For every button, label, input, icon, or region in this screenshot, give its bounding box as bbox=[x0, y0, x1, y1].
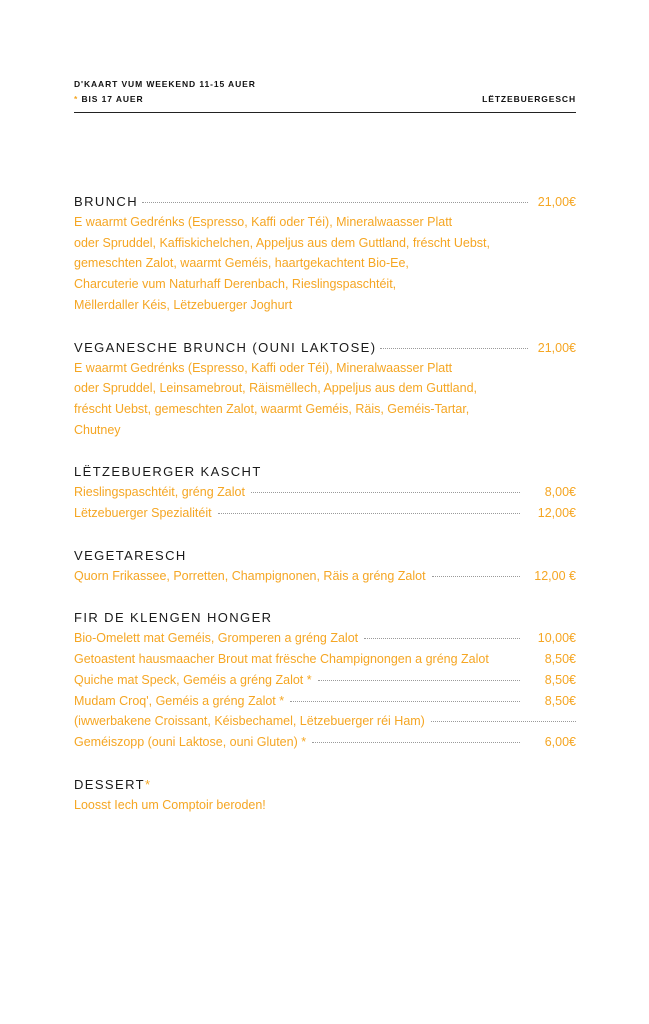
desc-line: Chutney bbox=[74, 422, 121, 437]
section-title: BRUNCH bbox=[74, 194, 139, 209]
menu-title: D'KAART VUM WEEKEND 11-15 AUER bbox=[74, 79, 256, 89]
menu-item bbox=[74, 732, 576, 753]
item-name: Mudam Croq', Geméis a gréng Zalot * bbox=[74, 693, 285, 708]
section-title: FIR DE KLENGEN HONGER bbox=[74, 610, 273, 626]
menu-item bbox=[74, 566, 576, 587]
dot-leader bbox=[318, 680, 520, 681]
menu-item bbox=[74, 649, 576, 670]
section-heading bbox=[74, 338, 576, 358]
section-description bbox=[74, 795, 576, 816]
desc-line: Loosst Iech um Comptoir beroden! bbox=[74, 797, 266, 812]
menu-body bbox=[74, 192, 576, 837]
item-price: 6,00€ bbox=[544, 734, 576, 749]
desc-line: fréscht Uebst, gemeschten Zalot, waarmt Geméis, Räis, Geméis-Tartar, bbox=[74, 401, 470, 416]
desc-line: oder Spruddel, Kaffiskichelchen, Appeljus aus dem Guttland, fréscht Uebst, bbox=[74, 235, 490, 250]
section-heading bbox=[74, 546, 576, 566]
item-name: Bio-Omelett mat Geméis, Gromperen a gréng Zalot bbox=[74, 631, 359, 646]
menu-item-note bbox=[74, 711, 576, 732]
section-vegetarian bbox=[74, 546, 576, 587]
dot-leader bbox=[431, 721, 576, 722]
item-name: Rieslingspaschtéit, gréng Zalot bbox=[74, 485, 245, 500]
desc-line: E waarmt Gedrénks (Espresso, Kaffi oder Téi), Mineralwaasser Platt bbox=[74, 360, 453, 375]
section-heading bbox=[74, 608, 576, 628]
section-heading bbox=[74, 192, 576, 212]
menu-item bbox=[74, 628, 576, 649]
section-small-hunger bbox=[74, 608, 576, 752]
item-price: 8,50€ bbox=[544, 693, 576, 708]
desc-line: E waarmt Gedrénks (Espresso, Kaffi oder Téi), Mineralwaasser Platt bbox=[74, 215, 453, 229]
item-price: 12,00 € bbox=[534, 568, 576, 583]
item-name: Quiche mat Speck, Geméis a gréng Zalot * bbox=[74, 672, 312, 687]
desc-line: gemeschten Zalot, waarmt Geméis, haartgekachtent Bio-Ee, bbox=[74, 256, 409, 271]
subtitle-star: * bbox=[74, 94, 79, 104]
item-price: 8,00€ bbox=[544, 485, 576, 500]
section-price: 21,00€ bbox=[537, 195, 576, 209]
dessert-star: * bbox=[144, 776, 152, 792]
section-heading bbox=[74, 462, 576, 482]
section-heading bbox=[74, 775, 576, 795]
dot-leader bbox=[432, 576, 520, 577]
item-name: (iwwerbakene Croissant, Kéisbechamel, Lëtzebuerger réi Ham) bbox=[74, 714, 425, 729]
section-title: VEGETARESCH bbox=[74, 547, 187, 563]
menu-item bbox=[74, 482, 576, 503]
item-price: 12,00€ bbox=[537, 506, 576, 521]
menu-item bbox=[74, 670, 576, 691]
desc-line: Charcuterie vum Naturhaff Derenbach, Rieslingspaschtéit, bbox=[74, 277, 397, 292]
dot-leader bbox=[380, 348, 527, 349]
item-price: 10,00€ bbox=[537, 631, 576, 646]
subtitle-text: BIS 17 AUER bbox=[81, 94, 144, 104]
desc-line: oder Spruddel, Leinsamebrout, Räismëllech, Appeljus aus dem Guttland, bbox=[74, 381, 478, 396]
dot-leader bbox=[142, 202, 528, 203]
menu-item bbox=[74, 691, 576, 712]
item-name: Lëtzebuerger Spezialitéit bbox=[74, 506, 212, 521]
dot-leader bbox=[312, 742, 520, 743]
menu-header bbox=[74, 79, 576, 104]
item-price: 8,50€ bbox=[544, 652, 576, 667]
item-name: Quorn Frikassee, Porretten, Champignonen, Räis a gréng Zalot bbox=[74, 568, 426, 583]
header-divider bbox=[74, 112, 576, 113]
section-title: LËTZEBUERGER KASCHT bbox=[74, 464, 262, 480]
menu-item bbox=[74, 503, 576, 524]
section-title: DESSERT bbox=[74, 776, 145, 792]
dot-leader bbox=[251, 492, 520, 493]
section-description bbox=[74, 358, 576, 441]
section-luxembourg-food bbox=[74, 462, 576, 523]
section-price: 21,00€ bbox=[537, 340, 576, 355]
desc-line: Mëllerdaller Kéis, Lëtzebuerger Joghurt bbox=[74, 297, 293, 312]
section-vegan-brunch bbox=[74, 338, 576, 441]
section-description bbox=[74, 212, 576, 316]
section-dessert bbox=[74, 775, 576, 816]
item-price: 8,50€ bbox=[544, 672, 576, 687]
section-title: VEGANESCHE BRUNCH (OUNI LAKTOSE) bbox=[74, 339, 377, 355]
menu-subtitle bbox=[74, 94, 144, 104]
dot-leader bbox=[218, 513, 520, 514]
item-name: Geméiszopp (ouni Laktose, ouni Gluten) * bbox=[74, 734, 307, 749]
dot-leader bbox=[364, 638, 520, 639]
section-brunch bbox=[74, 192, 576, 316]
item-name: Getoastent hausmaacher Brout mat frësche Champignongen a gréng Zalot bbox=[74, 652, 489, 667]
header-row bbox=[74, 94, 576, 104]
dot-leader bbox=[290, 701, 520, 702]
language-label: LËTZEBUERGESCH bbox=[482, 94, 576, 104]
